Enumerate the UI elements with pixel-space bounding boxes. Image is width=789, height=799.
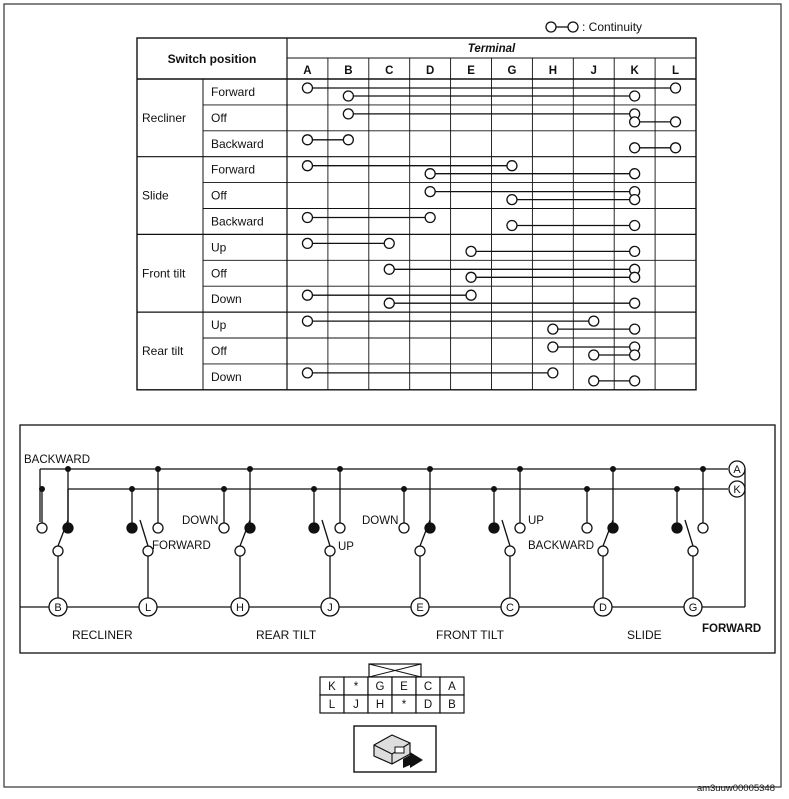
svg-text:L: L	[328, 699, 336, 711]
terminal-header-H: H	[548, 65, 558, 77]
connector-pin-top-3	[392, 677, 416, 695]
connector-face	[320, 664, 464, 713]
group-label-slide: SLIDE	[627, 628, 662, 642]
svg-text:A: A	[733, 464, 741, 476]
label-backward-slide: BACKWARD	[528, 540, 595, 552]
row-label: Up	[211, 318, 227, 333]
svg-text:J: J	[353, 699, 359, 711]
rail-terminal-K	[729, 481, 745, 497]
connector-pin-top-4	[416, 677, 440, 695]
row-label: Forward	[211, 85, 256, 99]
svg-text:E: E	[400, 681, 408, 693]
figure-code: am3uuw00005348	[696, 783, 775, 794]
terminal-D: D	[599, 602, 607, 614]
terminal-header-L: L	[672, 65, 680, 77]
continuity-link-C-K	[384, 264, 639, 274]
svg-text:K: K	[328, 681, 336, 693]
terminal-E: E	[416, 602, 424, 614]
continuity-link-E-K	[466, 272, 640, 282]
terminal-B: B	[54, 602, 62, 614]
continuity-link-C-K	[384, 298, 639, 308]
continuity-link-A-C	[302, 238, 394, 248]
connector-pin-bottom-0	[320, 695, 344, 713]
terminal-header-B: B	[344, 65, 353, 77]
row-label: Off	[211, 110, 227, 125]
terminal-header-E: E	[467, 65, 475, 77]
label-forward-recliner: FORWARD	[152, 540, 211, 552]
row-label: Off	[211, 266, 227, 281]
group-rear-tilt: Rear tilt	[142, 343, 184, 358]
terminal-header-C: C	[385, 65, 394, 77]
label-down-reartilt: DOWN	[182, 515, 219, 527]
label-up-fronttilt: UP	[528, 515, 544, 527]
terminal-header-J: J	[590, 65, 597, 77]
connector-pin-top-0	[320, 677, 344, 695]
group-slide: Slide	[142, 188, 169, 203]
row-label: Forward	[211, 162, 256, 177]
continuity-link-A-H	[302, 368, 557, 378]
terminal-H: H	[236, 602, 244, 614]
connector-view-icon	[354, 726, 436, 772]
svg-text:B: B	[448, 699, 456, 711]
legend-label: : Continuity	[582, 20, 643, 34]
connector-pin-bottom-3	[392, 695, 416, 713]
svg-text:A: A	[448, 681, 456, 693]
label-forward-slide: FORWARD	[702, 623, 762, 635]
svg-text:D: D	[423, 699, 433, 711]
row-label: Down	[211, 292, 242, 307]
continuity-table	[137, 38, 696, 390]
wiring-schematic	[20, 425, 775, 653]
terminal-C: C	[506, 602, 514, 614]
continuity-link-E-K	[466, 246, 640, 256]
continuity-legend	[546, 20, 642, 34]
svg-text:G: G	[375, 681, 385, 693]
terminal-L: L	[144, 602, 152, 614]
switch-unit-B	[37, 466, 73, 616]
label-up-reartilt: UP	[338, 541, 354, 553]
terminal-G: G	[688, 602, 698, 614]
terminal-header-A: A	[303, 65, 312, 77]
row-label: Off	[211, 344, 227, 358]
row-label: Up	[211, 240, 227, 255]
terminal-header-G: G	[507, 65, 517, 77]
label-backward-recliner: BACKWARD	[24, 454, 91, 466]
header-terminal: Terminal	[467, 43, 516, 55]
rail-terminal-A	[729, 461, 745, 477]
group-recliner: Recliner	[142, 110, 187, 125]
terminal-header-D: D	[425, 65, 435, 77]
row-label: Off	[211, 188, 227, 203]
group-label-front-tilt: FRONT TILT	[436, 628, 505, 642]
connector-pin-top-5	[440, 677, 464, 695]
svg-text:*: *	[353, 681, 359, 693]
label-down-fronttilt: DOWN	[362, 515, 399, 527]
svg-text:*: *	[401, 699, 407, 711]
group-label-recliner: RECLINER	[72, 628, 133, 642]
connector-pin-top-1	[344, 677, 368, 695]
connector-pin-bottom-4	[416, 695, 440, 713]
row-label: Down	[211, 369, 242, 384]
terminal-J: J	[327, 602, 333, 614]
header-switch-position: Switch position	[167, 52, 257, 66]
row-label: Backward	[211, 214, 264, 229]
connector-pin-bottom-5	[440, 695, 464, 713]
group-front-tilt: Front tilt	[142, 266, 186, 281]
svg-text:C: C	[423, 681, 433, 693]
schematic-frame	[20, 425, 775, 653]
group-label-rear-tilt: REAR TILT	[256, 628, 317, 642]
connector-pin-bottom-1	[344, 695, 368, 713]
svg-text:K: K	[733, 484, 741, 496]
row-label: Backward	[211, 136, 264, 151]
terminal-header-K: K	[630, 65, 639, 77]
svg-text:H: H	[375, 699, 385, 711]
connector-pin-bottom-2	[368, 695, 392, 713]
connector-pin-top-2	[368, 677, 392, 695]
